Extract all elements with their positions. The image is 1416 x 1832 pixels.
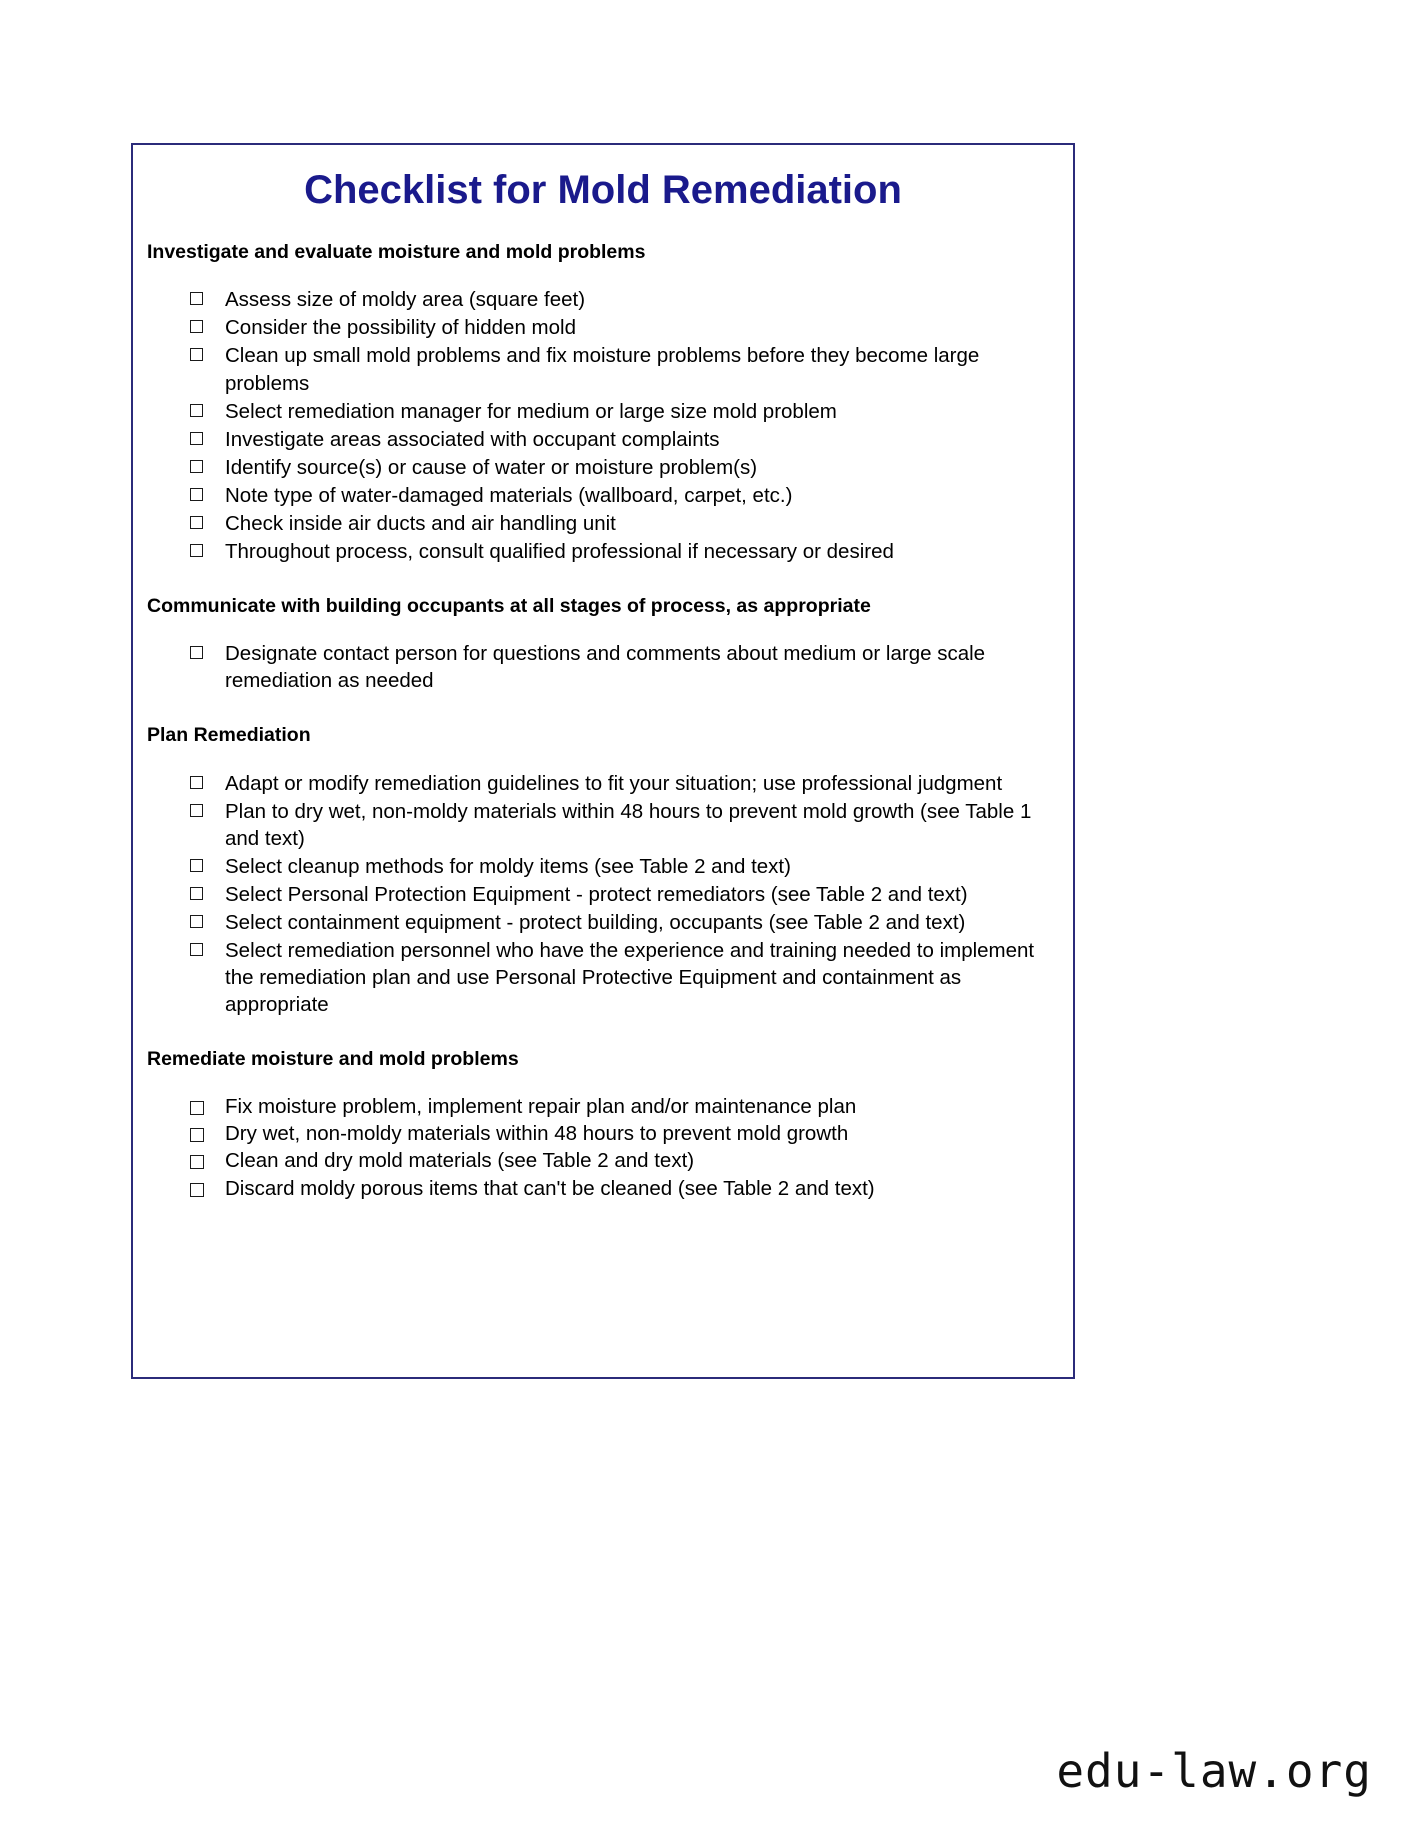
checklist-item[interactable]	[145, 770, 1059, 797]
checklist-item[interactable]	[145, 342, 1059, 396]
checklist-item-label: Consider the possibility of hidden mold	[225, 316, 576, 340]
section-heading-plan-remediation: Plan Remediation	[147, 724, 311, 747]
checklist-item-label: Note type of water-damaged materials (wallboard, carpet, etc.)	[225, 483, 793, 507]
checklist-item-label: Dry wet, non-moldy materials within 48 hours to prevent mold growth	[225, 1121, 849, 1145]
checklist-item[interactable]	[145, 937, 1059, 1018]
checklist-item[interactable]	[145, 1121, 1059, 1147]
checkbox-icon[interactable]	[190, 943, 203, 956]
checklist-item[interactable]	[145, 1148, 1059, 1174]
checkbox-icon[interactable]	[190, 348, 203, 361]
checklist-body	[133, 241, 1073, 1202]
checklist-item[interactable]	[145, 853, 1059, 880]
checkbox-icon[interactable]	[190, 320, 203, 333]
checklist-item-label: Identify source(s) or cause of water or moisture problem(s)	[225, 455, 758, 479]
checkbox-icon[interactable]	[190, 1155, 204, 1169]
checklist-item-label: Fix moisture problem, implement repair plan and/or maintenance plan	[225, 1094, 857, 1118]
checklist-item-label: Check inside air ducts and air handling unit	[225, 511, 616, 535]
checklist-item[interactable]	[145, 314, 1059, 341]
section-heading-remediate: Remediate moisture and mold problems	[147, 1048, 519, 1071]
checklist-group-investigate	[145, 286, 1059, 564]
checklist-item[interactable]	[145, 1094, 1059, 1120]
checkbox-icon[interactable]	[190, 460, 203, 473]
checklist-item-label: Discard moldy porous items that can't be cleaned (see Table 2 and text)	[225, 1176, 875, 1200]
section-heading-communicate: Communicate with building occupants at all stages of process, as appropriate	[147, 594, 871, 617]
checklist-item-label: Select remediation personnel who have the experience and training needed to implement the remediation plan and use Personal Protective Equipment and containment as appropriate	[225, 939, 1035, 1017]
checklist-item[interactable]	[145, 482, 1059, 509]
checklist-group-plan-remediation	[145, 770, 1059, 1018]
checklist-item[interactable]	[145, 640, 1059, 694]
checkbox-icon[interactable]	[190, 516, 203, 529]
checklist-item-label: Clean and dry mold materials (see Table 2 and text)	[225, 1149, 695, 1173]
checklist-item-label: Plan to dry wet, non-moldy materials within 48 hours to prevent mold growth (see Table 1 and text)	[225, 799, 1032, 850]
checklist-item[interactable]	[145, 510, 1059, 537]
checkbox-icon[interactable]	[190, 1183, 204, 1197]
checklist-item[interactable]	[145, 909, 1059, 936]
page-title: Checklist for Mold Remediation	[304, 168, 902, 212]
checklist-item[interactable]	[145, 454, 1059, 481]
checkbox-icon[interactable]	[190, 915, 203, 928]
checkbox-icon[interactable]	[190, 1128, 204, 1142]
section-heading-investigate: Investigate and evaluate moisture and mold problems	[147, 241, 646, 263]
checklist-item[interactable]	[145, 881, 1059, 908]
checklist-item-label: Designate contact person for questions and comments about medium or large scale remediation as needed	[225, 642, 986, 693]
checklist-item-label: Adapt or modify remediation guidelines to fit your situation; use professional judgment	[225, 771, 1003, 795]
checkbox-icon[interactable]	[190, 544, 203, 557]
checkbox-icon[interactable]	[190, 887, 203, 900]
checkbox-icon[interactable]	[190, 432, 203, 445]
checklist-group-communicate	[145, 640, 1059, 694]
checklist-item-label: Clean up small mold problems and fix moisture problems before they become large problems	[225, 344, 980, 395]
checkbox-icon[interactable]	[190, 646, 203, 659]
checklist-item[interactable]	[145, 798, 1059, 852]
checklist-item[interactable]	[145, 1176, 1059, 1202]
checklist-item-label: Select remediation manager for medium or large size mold problem	[225, 399, 837, 423]
checklist-item[interactable]	[145, 398, 1059, 425]
checklist-group-remediate	[145, 1094, 1059, 1203]
checkbox-icon[interactable]	[190, 404, 203, 417]
checklist-item-label: Investigate areas associated with occupant complaints	[225, 427, 720, 451]
checkbox-icon[interactable]	[190, 804, 203, 817]
checklist-item-label: Select containment equipment - protect building, occupants (see Table 2 and text)	[225, 910, 966, 934]
checkbox-icon[interactable]	[190, 292, 203, 305]
checklist-item[interactable]	[145, 286, 1059, 313]
checklist-item-label: Select Personal Protection Equipment - protect remediators (see Table 2 and text)	[225, 882, 968, 906]
checklist-item-label: Throughout process, consult qualified professional if necessary or desired	[225, 539, 894, 563]
checklist-item[interactable]	[145, 426, 1059, 453]
checklist-container	[131, 143, 1075, 1379]
checkbox-icon[interactable]	[190, 488, 203, 501]
checkbox-icon[interactable]	[190, 1101, 204, 1115]
checklist-item[interactable]	[145, 538, 1059, 565]
checkbox-icon[interactable]	[190, 776, 203, 789]
checklist-item-label: Select cleanup methods for moldy items (see Table 2 and text)	[225, 854, 791, 878]
checklist-item-label: Assess size of moldy area (square feet)	[225, 288, 586, 312]
watermark: edu-law.org	[1056, 1744, 1372, 1798]
checkbox-icon[interactable]	[190, 859, 203, 872]
